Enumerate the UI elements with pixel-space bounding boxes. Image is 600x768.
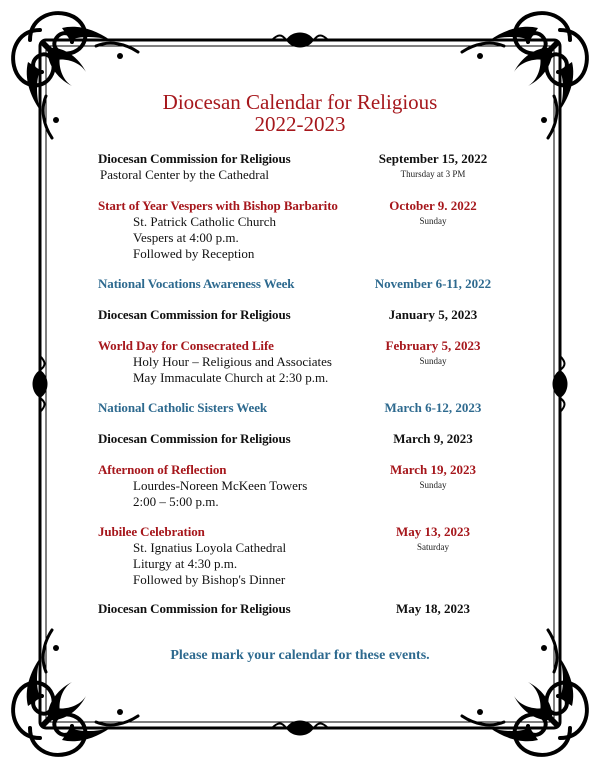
page-subtitle-year: 2022-2023 xyxy=(254,112,346,136)
event-date: September 15, 2022 xyxy=(378,151,488,166)
footer-note: Please mark your calendar for these events. xyxy=(170,648,430,663)
event-detail: 2:00 – 5:00 p.m. xyxy=(133,494,219,509)
event-detail: May Immaculate Church at 2:30 p.m. xyxy=(133,370,329,385)
event-date: March 6-12, 2023 xyxy=(384,400,482,415)
event-day: Saturday xyxy=(417,542,449,552)
event-date: March 19, 2023 xyxy=(389,462,477,477)
event-day: Sunday xyxy=(419,480,447,490)
event-title: Diocesan Commission for Religious xyxy=(98,151,291,166)
event-title: National Catholic Sisters Week xyxy=(98,400,268,415)
event-title: World Day for Consecrated Life xyxy=(98,338,274,353)
event-day: Sunday xyxy=(419,356,447,366)
event-detail: Followed by Bishop's Dinner xyxy=(133,572,286,587)
event-detail: Followed by Reception xyxy=(133,246,255,261)
event-title: Diocesan Commission for Religious xyxy=(98,307,291,322)
page-title: Diocesan Calendar for Religious xyxy=(162,90,438,114)
event-detail: Pastoral Center by the Cathedral xyxy=(100,167,269,182)
event-title: National Vocations Awareness Week xyxy=(98,276,295,291)
event-date: November 6-11, 2022 xyxy=(374,276,492,291)
event-detail: Holy Hour – Religious and Associates xyxy=(133,354,332,369)
event-date: January 5, 2023 xyxy=(388,307,478,322)
event-title: Jubilee Celebration xyxy=(98,524,205,539)
event-date: March 9, 2023 xyxy=(393,431,473,446)
event-day: Sunday xyxy=(419,216,447,226)
event-detail: Liturgy at 4:30 p.m. xyxy=(133,556,238,571)
event-date: October 9. 2022 xyxy=(389,198,477,213)
event-detail: Vespers at 4:00 p.m. xyxy=(133,230,239,245)
event-title: Diocesan Commission for Religious xyxy=(98,601,291,616)
event-title: Start of Year Vespers with Bishop Barbarito xyxy=(98,198,338,213)
event-date: February 5, 2023 xyxy=(385,338,481,353)
event-date: May 13, 2023 xyxy=(395,524,471,539)
event-detail: St. Ignatius Loyola Cathedral xyxy=(133,540,287,555)
event-day: Thursday at 3 PM xyxy=(400,169,466,179)
event-title: Diocesan Commission for Religious xyxy=(98,431,291,446)
event-title: Afternoon of Reflection xyxy=(98,462,227,477)
event-detail: Lourdes-Noreen McKeen Towers xyxy=(133,478,308,493)
event-detail: St. Patrick Catholic Church xyxy=(133,214,276,229)
event-date: May 18, 2023 xyxy=(395,601,471,616)
